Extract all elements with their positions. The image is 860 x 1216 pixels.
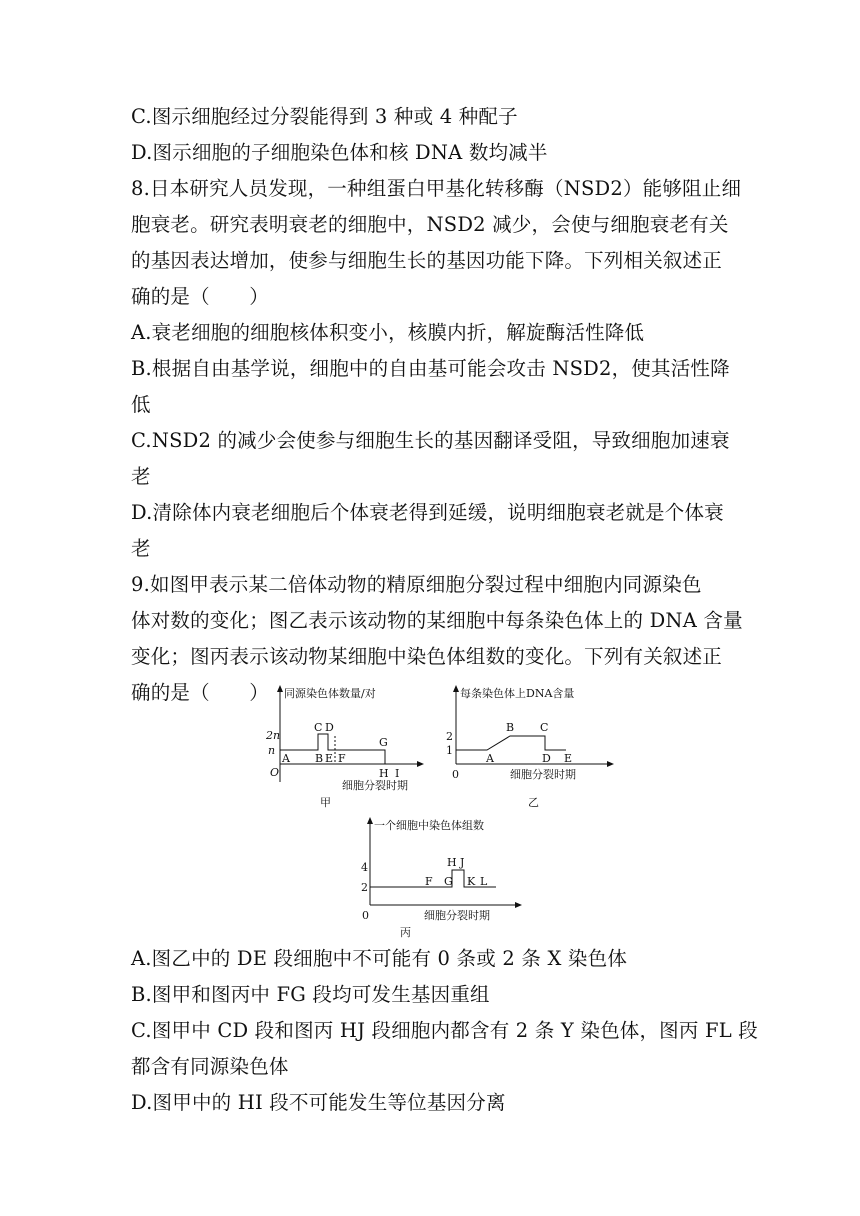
text-line: 老	[131, 537, 151, 560]
text-line: 8.日本研究人员发现，一种组蛋白甲基化转移酶（NSD2）能够阻止细	[131, 177, 742, 200]
text-line: B.根据自由基学说，细胞中的自由基可能会攻击 NSD2，使其活性降	[131, 357, 730, 380]
text-line: 都含有同源染色体	[131, 1055, 289, 1078]
figure-yi	[440, 684, 620, 810]
text-line: 变化；图丙表示该动物某细胞中染色体组数的变化。下列有关叙述正	[131, 645, 723, 668]
point-H: H	[379, 767, 389, 780]
y-tick-2: 2	[361, 881, 368, 894]
text-line: A.图乙中的 DE 段细胞中不可能有 0 条或 2 条 X 染色体	[131, 947, 628, 970]
point-C: C	[314, 721, 323, 734]
point-I: I	[395, 767, 400, 780]
text-line: 确的是（ ）	[131, 285, 269, 308]
text-line: B.图甲和图丙中 FG 段均可发生基因重组	[131, 983, 490, 1006]
curve-yi	[456, 736, 566, 750]
point-G: G	[379, 736, 388, 749]
y-axis-arrow	[277, 685, 283, 692]
figure-caption: 甲	[320, 796, 331, 809]
point-B: B	[506, 721, 515, 734]
origin-label: O	[270, 766, 280, 779]
origin-label: 0	[362, 909, 369, 922]
point-E: E	[564, 752, 573, 765]
origin-label: 0	[452, 768, 459, 781]
point-B: B	[315, 752, 324, 765]
y-tick-2: 2	[446, 730, 453, 743]
x-axis-label: 细胞分裂时期	[342, 779, 408, 792]
point-H: H	[447, 856, 457, 869]
text-line: 低	[131, 393, 151, 416]
point-L: L	[480, 875, 488, 888]
text-line: C.图示细胞经过分裂能得到 3 种或 4 种配子	[131, 105, 518, 128]
point-E: E	[325, 752, 334, 765]
point-D: D	[325, 721, 334, 734]
figure-jia	[258, 684, 428, 810]
figure-caption: 乙	[528, 796, 539, 809]
y-tick-2n: 2n	[266, 729, 281, 742]
text-line: 老	[131, 465, 151, 488]
point-D: D	[542, 752, 551, 765]
text-line: A.衰老细胞的细胞核体积变小，核膜内折，解旋酶活性降低	[131, 321, 645, 344]
point-G: G	[444, 875, 453, 888]
y-tick-1: 1	[446, 744, 453, 757]
text-line: 确的是（ ）	[131, 681, 269, 704]
x-axis-arrow	[417, 761, 424, 767]
figure-caption: 丙	[400, 926, 411, 939]
y-axis-label: 一个细胞中染色体组数	[374, 819, 484, 832]
figure-bing	[360, 815, 530, 941]
text-line: 的基因表达增加，使参与细胞生长的基因功能下降。下列相关叙述正	[131, 249, 723, 272]
point-C: C	[540, 721, 549, 734]
point-A: A	[486, 752, 494, 765]
y-axis-label: 每条染色体上DNA含量	[460, 687, 575, 700]
point-A: A	[282, 752, 290, 765]
point-F: F	[338, 752, 346, 765]
text-line: 9.如图甲表示某二倍体动物的精原细胞分裂过程中细胞内同源染色	[131, 573, 702, 596]
y-axis-arrow	[367, 817, 373, 824]
x-axis-arrow	[515, 902, 522, 908]
text-line: D.清除体内衰老细胞后个体衰老得到延缓，说明细胞衰老就是个体衰	[131, 501, 724, 524]
text-line: D.图甲中的 HI 段不可能发生等位基因分离	[131, 1091, 506, 1114]
text-line: C.NSD2 的减少会使参与细胞生长的基因翻译受阻，导致细胞加速衰	[131, 429, 730, 452]
x-axis-arrow	[607, 761, 614, 767]
curve-bing	[370, 870, 496, 887]
point-K: K	[467, 875, 476, 888]
text-line: C.图甲中 CD 段和图丙 HJ 段细胞内都含有 2 条 Y 染色体，图丙 FL 段	[131, 1019, 758, 1042]
y-tick-n: n	[268, 744, 276, 757]
point-F: F	[425, 875, 433, 888]
y-tick-4: 4	[361, 861, 368, 874]
x-axis-label: 细胞分裂时期	[424, 909, 490, 922]
point-J: J	[460, 856, 465, 869]
text-line: 胞衰老。研究表明衰老的细胞中，NSD2 减少，会使与细胞衰老有关	[131, 213, 729, 236]
y-axis-label: 同源染色体数量/对	[284, 687, 376, 700]
y-axis-arrow	[453, 685, 459, 692]
x-axis-label: 细胞分裂时期	[510, 768, 576, 781]
text-line: D.图示细胞的子细胞染色体和核 DNA 数均减半	[131, 141, 548, 164]
text-line: 体对数的变化；图乙表示该动物的某细胞中每条染色体上的 DNA 含量	[131, 609, 743, 632]
